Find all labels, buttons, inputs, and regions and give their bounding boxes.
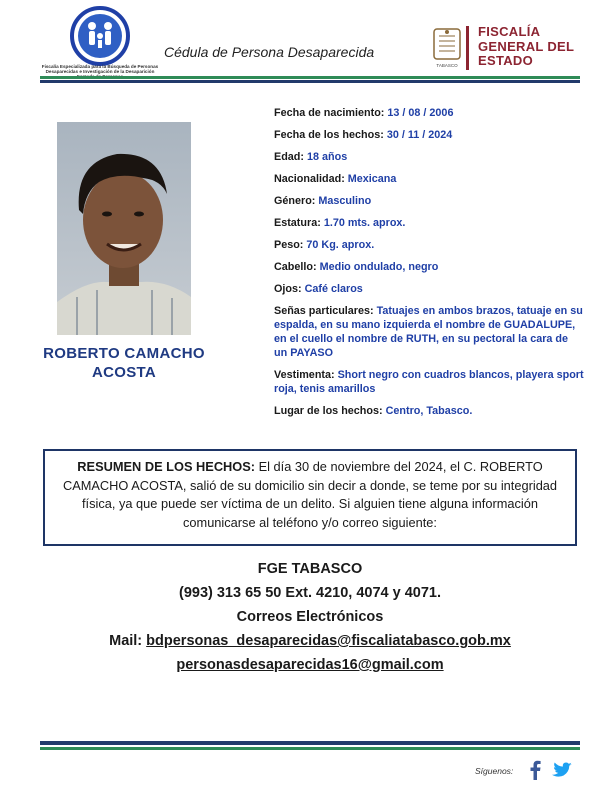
detail-hair xyxy=(274,260,584,274)
detail-value: 30 / 11 / 2024 xyxy=(386,129,453,141)
email-row-2 xyxy=(40,653,580,677)
detail-label: Lugar de los hechos: xyxy=(274,405,383,417)
detail-label: Peso: xyxy=(274,239,304,251)
detail-marks xyxy=(274,304,584,360)
follow-us-label: Síguenos: xyxy=(475,766,514,776)
document-title: Cédula de Persona Desaparecida xyxy=(164,44,375,60)
mail-label: Mail: xyxy=(109,633,147,649)
detail-value: 1.70 mts. aprox. xyxy=(323,217,406,229)
detail-value: Masculino xyxy=(318,195,372,207)
header-rule-green xyxy=(40,76,580,79)
contact-phone: (993) 313 65 50 Ext. 4210, 4074 y 4071. xyxy=(178,585,441,601)
tabasco-seal-icon xyxy=(430,26,464,64)
detail-value: 18 años xyxy=(307,151,348,163)
detail-label: Fecha de los hechos: xyxy=(274,129,384,141)
footer-rule-navy xyxy=(40,741,580,745)
detail-weight xyxy=(274,238,584,252)
detail-value: 70 Kg. aprox. xyxy=(306,239,375,251)
email-link-2[interactable]: personasdesaparecidas16@gmail.com xyxy=(176,657,444,673)
facebook-icon[interactable] xyxy=(528,760,542,780)
detail-label: Estatura: xyxy=(274,217,321,229)
detail-label: Género: xyxy=(274,195,316,207)
detail-label: Señas particulares: xyxy=(274,305,374,317)
summary-label: RESUMEN DE LOS HECHOS: xyxy=(77,459,256,474)
detail-nationality xyxy=(274,172,584,186)
logo-caption: Fiscalía Especializada para la Búsqueda de Personas Desaparecidas e Investigación de la Desaparición xyxy=(41,64,159,75)
detail-label: Cabello: xyxy=(274,261,317,273)
contact-org: FGE TABASCO xyxy=(257,561,363,577)
name-line-2: ACOSTA xyxy=(91,364,157,381)
missing-person-name xyxy=(40,344,208,382)
email-row-1 xyxy=(40,629,580,653)
footer-rule-green xyxy=(40,747,580,750)
detail-age xyxy=(274,150,584,164)
detail-location xyxy=(274,404,584,418)
summary-text xyxy=(52,458,568,532)
detail-label: Ojos: xyxy=(274,283,302,295)
detail-event-date xyxy=(274,128,584,142)
agency-divider xyxy=(466,26,469,70)
twitter-icon[interactable] xyxy=(550,762,572,780)
detail-value: Café claros xyxy=(304,283,363,295)
fiscalia-logo xyxy=(70,6,130,66)
header-rule-navy xyxy=(40,80,580,83)
contact-section xyxy=(40,557,580,677)
person-details xyxy=(274,106,584,426)
missing-person-photo xyxy=(57,122,191,335)
detail-value: Mexicana xyxy=(347,173,397,185)
seal-label: TABASCO xyxy=(436,63,458,68)
detail-value: 13 / 08 / 2006 xyxy=(387,107,454,119)
email-link-1[interactable]: bdpersonas_desaparecidas@fiscaliatabasco.gob.mx xyxy=(146,633,511,649)
detail-value: Tatuajes en ambos brazos, tatuaje en su espalda, en su mano izquierda el nombre de GUADALUPE, en el cuello el nombre de RUTH, en su pectoral la cara de un PAYASO xyxy=(274,305,583,359)
detail-value: Medio ondulado, negro xyxy=(319,261,439,273)
name-line-1: ROBERTO CAMACHO xyxy=(43,345,205,362)
agency-name: FISCALÍA GENERAL DEL ESTADO xyxy=(478,24,575,68)
detail-label: Vestimenta: xyxy=(274,369,335,381)
detail-birthdate xyxy=(274,106,584,120)
detail-height xyxy=(274,216,584,230)
detail-clothing xyxy=(274,368,584,396)
detail-label: Edad: xyxy=(274,151,304,163)
detail-value: Centro, Tabasco. xyxy=(385,405,473,417)
summary-body: El día 30 de noviembre del 2024, el C. ROBERTO CAMACHO ACOSTA, salió de su domicilio sin decir a donde, se teme por su integridad física, ya que puede ser víctima de un delito. Si alguien tiene alguna información comunicarse al teléfono y/o correo siguiente: xyxy=(62,459,558,530)
detail-eyes xyxy=(274,282,584,296)
detail-label: Fecha de nacimiento: xyxy=(274,107,385,119)
detail-label: Nacionalidad: xyxy=(274,173,345,185)
detail-value: Short negro con cuadros blancos, playera sport roja, tenis amarillos xyxy=(274,369,584,395)
emails-heading: Correos Electrónicos xyxy=(236,609,384,625)
detail-gender xyxy=(274,194,584,208)
